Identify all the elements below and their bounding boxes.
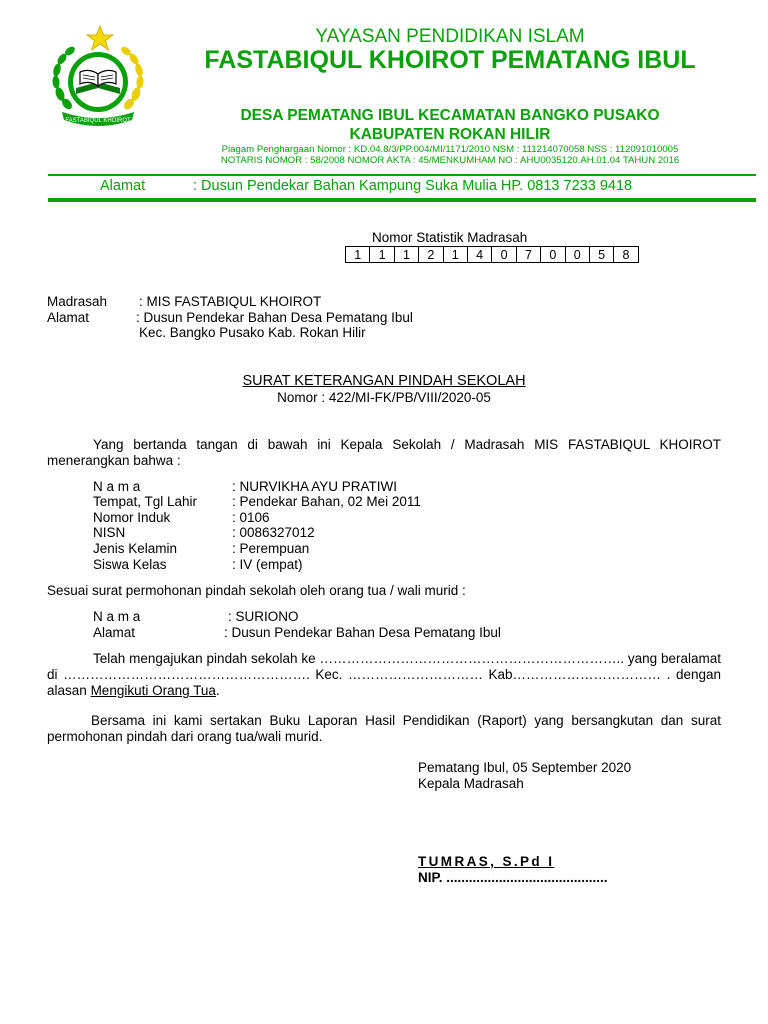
address-label: Alamat	[100, 178, 146, 194]
signer-nip: NIP. ...........................................	[418, 870, 608, 885]
foundation-name: YAYASAN PENDIDIKAN ISLAM	[315, 26, 585, 47]
school-address-value-2: Kec. Bangko Pusako Kab. Rokan Hilir	[139, 325, 366, 340]
nsm-digit: 8	[614, 247, 638, 263]
parent-field-value: : SURIONO	[228, 609, 299, 624]
address-value: : Dusun Pendekar Bahan Kampung Suka Mulia HP. 0813 7233 9418	[193, 178, 633, 194]
student-field-value: : NURVIKHA AYU PRATIWI	[232, 479, 398, 494]
school-address-value: : Dusun Pendekar Bahan Desa Pematang Ibul	[136, 310, 413, 325]
student-field-value: : Perempuan	[232, 541, 310, 556]
nsm-digit: 0	[565, 247, 589, 263]
student-field-value: : IV (empat)	[232, 557, 303, 572]
parent-field-label: Alamat	[93, 625, 136, 640]
nsm-digit: 0	[541, 247, 565, 263]
student-field-label: NISN	[93, 525, 126, 540]
place-date: Pematang Ibul, 05 September 2020	[418, 760, 632, 775]
madrasah-value: : MIS FASTABIQUL KHOIROT	[139, 294, 322, 309]
school-address-label: Alamat	[47, 310, 90, 325]
parent-field-value: : Dusun Pendekar Bahan Desa Pematang Ibul	[224, 625, 501, 640]
letter-number: Nomor : 422/MI-FK/PB/VIII/2020-05	[277, 390, 491, 405]
nsm-digit: 0	[492, 247, 516, 263]
transfer-paragraph: Telah mengajukan pindah sekolah ke ………………………………………………………….. yang beralamat di ………………………………………………. Kec. ………………………… Kab…………………………… . dengan alasan Mengikuti Orang Tua.	[47, 651, 721, 698]
nsm-digit: 5	[589, 247, 613, 263]
nsm-digit: 1	[370, 247, 394, 263]
header-rule-bottom	[48, 198, 756, 202]
student-field-label: Tempat, Tgl Lahir	[93, 494, 198, 509]
signer-name: TUMRAS, S.Pd I	[418, 854, 555, 869]
school-logo	[46, 24, 150, 132]
nsm-digit-table	[345, 246, 639, 263]
reason-text: Mengikuti Orang Tua	[90, 683, 216, 698]
student-field-label: Nomor Induk	[93, 510, 171, 525]
nsm-digit: 2	[419, 247, 443, 263]
header-rule-top	[48, 174, 756, 176]
school-name: FASTABIQUL KHOIROT PEMATANG IBUL	[204, 46, 696, 74]
parent-field-label: N a m a	[93, 609, 141, 624]
signer-title: Kepala Madrasah	[418, 776, 524, 791]
nsm-digit: 7	[516, 247, 540, 263]
nsm-digit: 1	[346, 247, 370, 263]
intro-paragraph: Yang bertanda tangan di bawah ini Kepala Sekolah / Madrasah MIS FASTABIQUL KHOIROT menerangkan bahwa :	[47, 437, 721, 468]
nsm-label: Nomor Statistik Madrasah	[372, 230, 528, 245]
nsm-digit: 4	[467, 247, 491, 263]
madrasah-label: Madrasah	[47, 294, 108, 309]
student-field-value: : 0086327012	[232, 525, 315, 540]
village-line: DESA PEMATANG IBUL KECAMATAN BANGKO PUSAKO KABUPATEN ROKAN HILIR	[240, 107, 660, 143]
nsm-digit: 1	[394, 247, 418, 263]
attachment-paragraph: Bersama ini kami sertakan Buku Laporan Hasil Pendidikan (Raport) yang bersangkutan dan surat permohonan pindah dari orang tua/wali murid.	[47, 713, 721, 744]
student-field-label: Siswa Kelas	[93, 557, 167, 572]
star-icon	[87, 26, 113, 50]
charter-info: Piagam Penghargaan Nomor : KD.04.8/3/PP.004/MI/1171/2010 NSM : 111214070058 NSS : 112091010005 NOTARIS NOMOR : 58/2008 NOMOR AKTA : 45/MENKUMHAM NO : AHU0035120.AH.01.04 TAHUN 2016	[220, 144, 680, 166]
student-field-label: Jenis Kelamin	[93, 541, 178, 556]
logo-ribbon-text: FASTABIQUL KHOIROT	[65, 118, 131, 124]
student-field-value: : Pendekar Bahan, 02 Mei 2011	[232, 494, 421, 509]
letter-title: SURAT KETERANGAN PINDAH SEKOLAH	[242, 373, 526, 389]
student-field-label: N a m a	[93, 479, 141, 494]
nsm-digit: 1	[443, 247, 467, 263]
request-line: Sesuai surat permohonan pindah sekolah oleh orang tua / wali murid :	[47, 583, 466, 598]
student-field-value: : 0106	[232, 510, 270, 525]
